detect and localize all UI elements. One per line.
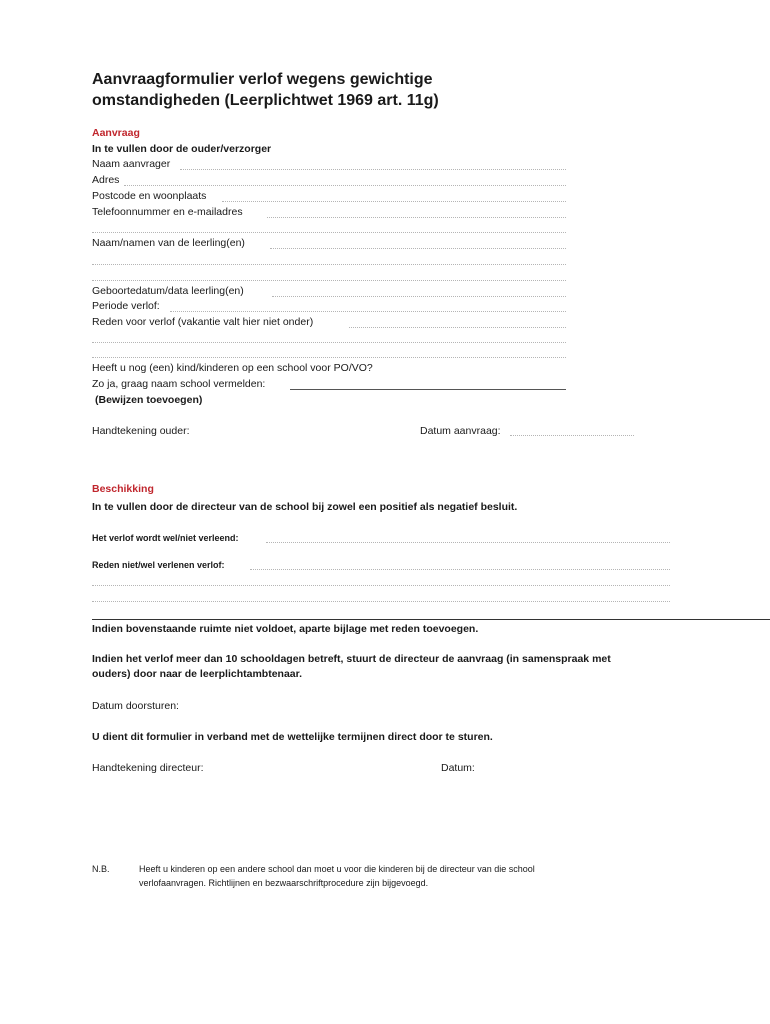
label-datum-aanvraag: Datum aanvraag: — [420, 425, 501, 437]
field-leerling-extra1[interactable] — [92, 264, 566, 265]
footnote-label: N.B. — [92, 864, 110, 874]
field-reden-verlenen[interactable] — [250, 569, 670, 570]
field-telefoon-extra[interactable] — [92, 232, 566, 233]
label-postcode: Postcode en woonplaats — [92, 190, 207, 202]
page-title: Aanvraagformulier verlof wegens gewichtige — [92, 71, 433, 88]
beschikking-instruction: In te vullen door de directeur van de school bij zowel een positief als negatief besluit. — [92, 501, 518, 513]
field-postcode[interactable] — [222, 201, 566, 202]
field-adres[interactable] — [124, 185, 566, 186]
label-zo-ja: Zo ja, graag naam school vermelden: — [92, 378, 266, 390]
label-meer-dan-10-b: ouders) door naar de leerplichtambtenaar. — [92, 668, 303, 680]
field-telefoon[interactable] — [267, 217, 566, 218]
field-leerling[interactable] — [270, 248, 566, 249]
page-title-line2: omstandigheden (Leerplichtwet 1969 art. 11g) — [92, 92, 439, 109]
field-leerling-extra2[interactable] — [92, 280, 566, 281]
footnote-line1: Heeft u kinderen op een andere school dan moet u voor die kinderen bij de directeur van die school — [139, 864, 535, 874]
label-datum: Datum: — [441, 762, 475, 774]
field-reden-extra1[interactable] — [92, 342, 566, 343]
aanvraag-instruction: In te vullen door de ouder/verzorger — [92, 143, 272, 155]
divider — [92, 619, 770, 620]
label-leerling: Naam/namen van de leerling(en) — [92, 237, 245, 249]
field-reden-verlenen-extra2[interactable] — [92, 601, 670, 602]
field-naam-aanvrager[interactable] — [180, 169, 566, 170]
label-datum-doorsturen: Datum doorsturen: — [92, 700, 179, 712]
label-naam-aanvrager: Naam aanvrager — [92, 158, 171, 170]
section-heading-beschikking: Beschikking — [92, 483, 154, 495]
label-adres: Adres — [92, 174, 120, 186]
label-reden: Reden voor verlof (vakantie valt hier niet onder) — [92, 316, 314, 328]
label-verlof-verleend: Het verlof wordt wel/niet verleend: — [92, 533, 239, 543]
label-meer-dan-10: Indien het verlof meer dan 10 schooldagen betreft, stuurt de directeur de aanvraag (in samenspraak met — [92, 653, 611, 665]
label-geboortedatum: Geboortedatum/data leerling(en) — [92, 285, 244, 297]
field-reden[interactable] — [349, 327, 566, 328]
field-periode[interactable] — [170, 311, 566, 312]
label-periode: Periode verlof: — [92, 300, 160, 312]
label-kinderen-vraag: Heeft u nog (een) kind/kinderen op een school voor PO/VO? — [92, 362, 373, 374]
label-handtekening-directeur: Handtekening directeur: — [92, 762, 204, 774]
field-reden-extra2[interactable] — [92, 357, 566, 358]
field-datum-aanvraag[interactable] — [510, 435, 634, 436]
footnote-line2: verlofaanvragen. Richtlijnen en bezwaarschriftprocedure zijn bijgevoegd. — [139, 878, 429, 888]
label-handtekening-ouder: Handtekening ouder: — [92, 425, 190, 437]
field-geboortedatum[interactable] — [272, 296, 566, 297]
label-bewijzen: (Bewijzen toevoegen) — [95, 394, 203, 406]
label-reden-verlenen: Reden niet/wel verlenen verlof: — [92, 560, 225, 570]
label-telefoon: Telefoonnummer en e-mailadres — [92, 206, 243, 218]
field-reden-verlenen-extra1[interactable] — [92, 585, 670, 586]
field-verlof-verleend[interactable] — [266, 542, 670, 543]
label-ruimte: Indien bovenstaande ruimte niet voldoet, aparte bijlage met reden toevoegen. — [92, 623, 479, 635]
field-school-naam[interactable] — [290, 389, 566, 390]
section-heading-aanvraag: Aanvraag — [92, 127, 140, 139]
label-direct: U dient dit formulier in verband met de wettelijke termijnen direct door te sturen. — [92, 731, 493, 743]
